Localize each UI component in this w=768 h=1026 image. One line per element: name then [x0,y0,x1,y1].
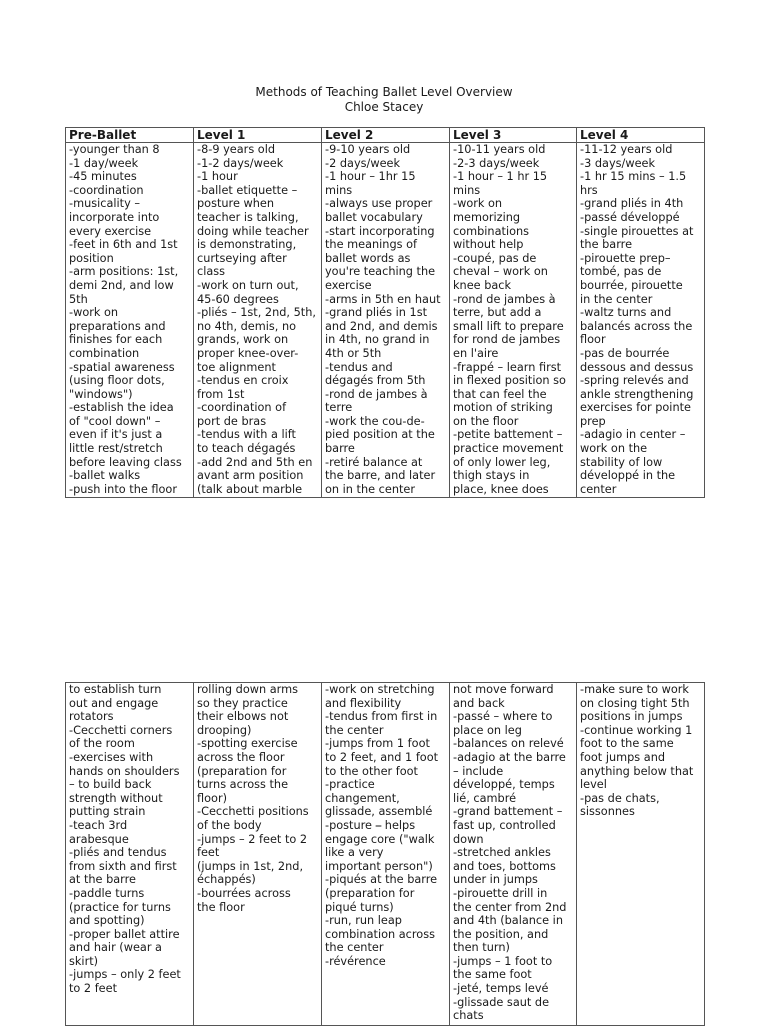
cell-text-line: -teach 3rd [69,818,128,832]
cell-text-line: -always use proper [325,197,433,211]
cell-text-line: -grand pliés in 4th [580,197,684,211]
cell-text-line: work on the [580,442,648,456]
cell-text-line: (preparation for [197,764,287,778]
cell-text-line: and spotting) [69,914,145,928]
cell-text-line: -1 hour [197,170,238,184]
cell-text-line: the position, and [453,927,549,941]
cell-text-line: combinations [453,224,530,238]
cell-text-line: -grand pliés in 1st [325,306,428,320]
cell-text-line: in the center [580,292,653,306]
cell-text-line: -adagio at the barre [453,750,566,764]
cell-text-line: of the body [197,818,262,832]
cell-text-line: -jumps – only 2 feet [69,968,181,982]
cell-text-line: arabesque [69,832,129,846]
cell-text-line: hands on shoulders [69,764,180,778]
cell-level-4-continued [577,683,705,1026]
cell-text-line: barre [325,442,355,456]
cell-text-line: -posture ⎯ helps [325,818,416,832]
cell-text-line: -bourrées across [197,886,291,900]
cell-text-line: bourrée, pirouette [580,278,683,292]
cell-text-line: the center from 2nd [453,900,567,914]
cell-text-line: little rest/stretch [69,442,163,456]
cell-text-line: out and engage [69,696,159,710]
cell-text-line: -coupé, pas de [453,251,537,265]
cell-text-line: -passé développé [580,210,680,224]
cell-text-line: -tendus from first in [325,710,438,724]
cell-text-line: turns across the [197,778,289,792]
cell-text-line: and flexibility [325,696,402,710]
cell-text-line: exercises for pointe [580,401,691,415]
cell-text-line: so they practice [197,696,288,710]
cell-text-line: -feet in 6th and 1st [69,238,178,252]
cell-text-line: -jumps – 2 feet to 2 [197,832,308,846]
cell-text-line: hrs [580,183,598,197]
cell-text-line: in 4th, no grand in [325,333,430,347]
cell-text-line: – to build back [69,778,152,792]
cell-text-line: avant arm position [197,469,304,483]
cell-text-line: -ballet walks [69,469,141,483]
cell-text-line: floor [580,333,606,347]
cell-text-line: balancés across the [580,319,693,333]
cell-text-line: -work on turn out, [197,278,299,292]
cell-text-line: -tendus and [325,360,393,374]
cell-text-line: -younger than 8 [69,143,160,156]
cell-text-line: -jumps from 1 foot [325,737,430,751]
cell-text-line: développé, temps [453,778,555,792]
cell-text-line: port de bras [197,414,267,428]
cell-text-line: combination [69,346,140,360]
cell-text-line: at the barre [69,873,136,887]
cell-text-line: tombé, pas de [580,265,662,279]
cell-text-line: lié, cambré [453,791,517,805]
cell-text-line: -1 hour – 1 hr 15 [453,170,548,184]
cell-text-line: "windows") [69,387,133,401]
cell-text-line: skirt) [69,954,99,968]
cell-text-line: to establish turn [69,683,162,696]
cell-text-line: drooping) [197,723,252,737]
cell-text-line: in flexed position so [453,374,566,388]
cell-text-line: -rond de jambes à [453,292,556,306]
cell-text-line: -Cecchetti corners [69,723,173,737]
cell-text-line: (talk about marble [197,482,303,496]
cell-text-line: position [69,251,114,265]
cell-text-line: and toes, bottoms [453,859,556,873]
header-row [66,128,705,143]
cell-text-line: -tendus with a lift [197,428,296,442]
cell-text-line: place on leg [453,723,522,737]
cell-text-line: ballet words as [325,251,411,265]
cell-text-line: -petite battement – [453,428,563,442]
cell-text-line: to 2 feet, and 1 foot [325,750,439,764]
cell-text-line: the same foot [453,968,532,982]
cell-text-line: -stretched ankles [453,846,551,860]
cell-text-line: -Cecchetti positions [197,805,309,819]
column-header-level-2: Level 2 [322,128,450,143]
cell-text-line: 45-60 degrees [197,292,279,306]
cell-text-line: even if it's just a [69,428,163,442]
cell-text-line: pied position at the [325,428,435,442]
cell-text-line: -10-11 years old [453,143,546,156]
cell-text-line: important person") [325,859,433,873]
cell-text-line: practice movement [453,442,564,456]
cell-text-line: every exercise [69,224,152,238]
cell-text-line: – include [453,764,504,778]
cell-text-line: memorizing [453,210,521,224]
cell-text-line: class [197,265,226,279]
cell-text-line: -jeté, temps levé [453,982,549,996]
cell-text-line: without help [453,238,524,252]
cell-text-line: the barre, and later [325,469,436,483]
cell-text-line: you're teaching the [325,265,436,279]
column-header-level-3: Level 3 [450,128,577,143]
cell-text-line: proper knee-over- [197,346,299,360]
cell-text-line: feet [197,846,220,860]
cell-text-line: -adagio in center – [580,428,686,442]
cell-text-line: stability of low [580,455,663,469]
cell-text-line: -work on [69,306,119,320]
cell-text-line: prep [580,414,606,428]
cell-text-line: -arms in 5th en haut [325,292,441,306]
cell-text-line: -work on [453,197,503,211]
cell-text-line: small lift to prepare [453,319,564,333]
document-author: Chloe Stacey [344,99,424,114]
cell-text-line: (jumps in 1st, 2nd, [197,859,304,873]
cell-text-line: -spotting exercise [197,737,298,751]
cell-text-line: from 1st [197,387,245,401]
cell-text-line: -pirouette drill in [453,886,548,900]
cell-level-2 [322,143,450,498]
cell-text-line: putting strain [69,805,146,819]
cell-text-line: -piqués at the barre [325,873,438,887]
cell-text-line: center [580,482,617,496]
cell-text-line: doing while teacher [197,224,309,238]
cell-text-line: -45 minutes [69,170,137,184]
cell-text-line: -9-10 years old [325,143,411,156]
cell-text-line: anything below that [580,764,694,778]
cell-text-line: terre [325,401,353,415]
cell-text-line: the floor [197,900,245,914]
cell-text-line: changement, [325,791,400,805]
cell-text-line: under in jumps [453,873,538,887]
cell-text-line: échappés) [197,873,256,887]
cell-text-line: place, knee does [453,482,549,496]
cell-text-line: -1-2 days/week [197,156,284,170]
cell-text-line: -establish the idea [69,401,174,415]
cell-text-line: -work on stretching [325,683,435,696]
cell-text-line: -révérence [325,954,386,968]
document-header [0,85,768,114]
cell-text-line: -1 hr 15 mins – 1.5 [580,170,687,184]
cell-text-line: foot jumps and [580,750,666,764]
cell-text-line: rolling down arms [197,683,298,696]
cell-text-line: -exercises with [69,750,154,764]
cell-text-line: -pliés and tendus [69,846,167,860]
cell-text-line: incorporate into [69,210,160,224]
cell-text-line: toe alignment [197,360,276,374]
cell-text-line: -frappé – learn first [453,360,562,374]
cell-text-line: en l'aire [453,346,499,360]
cell-text-line: 5th [69,292,88,306]
cell-text-line: -passé – where to [453,710,553,724]
cell-text-line: no 4th, demis, no [197,319,297,333]
cell-text-line: -tendus en croix [197,374,289,388]
cell-text-line: knee back [453,278,512,292]
cell-text-line: positions in jumps [580,710,683,724]
cell-text-line: then turn) [453,941,510,955]
cell-text-line: (practice for turns [69,900,171,914]
cell-text-line: that can feel the [453,387,547,401]
cell-text-line: ankle strengthening [580,387,694,401]
cell-text-line: like a very [325,846,384,860]
cell-level-1 [194,143,322,498]
level-table-top [65,127,705,498]
cell-text-line: of "cool down" – [69,414,161,428]
column-header-level-1: Level 1 [194,128,322,143]
cell-text-line: ballet vocabulary [325,210,423,224]
cell-text-line: -proper ballet attire [69,927,180,941]
cell-text-line: -pirouette prep– [580,251,671,265]
cell-level-3 [450,143,577,498]
cell-text-line: and back [453,696,505,710]
cell-text-line: développé in the [580,469,676,483]
cell-text-line: before leaving class [69,455,182,469]
cell-text-line: of only lower leg, [453,455,551,469]
cell-text-line: -2-3 days/week [453,156,540,170]
cell-text-line: -single pirouettes at [580,224,694,238]
cell-text-line: -11-12 years old [580,143,673,156]
cell-text-line: the center [325,941,384,955]
cell-text-line: -add 2nd and 5th en [197,455,313,469]
cell-text-line: 4th or 5th [325,346,382,360]
cell-text-line: of the room [69,737,135,751]
cell-text-line: floor) [197,791,227,805]
cell-text-line: -spring relevés and [580,374,689,388]
cell-text-line: -make sure to work [580,683,689,696]
cell-text-line: -paddle turns [69,886,145,900]
cell-text-line: -rond de jambes à [325,387,428,401]
cell-text-line: sissonnes [580,805,635,819]
cell-text-line: -musicality – [69,197,141,211]
table-row [66,683,705,1026]
cell-text-line: combination across [325,927,435,941]
document-title: Methods of Teaching Ballet Level Overview [255,85,513,99]
cell-text-line: dessous and dessus [580,360,694,374]
cell-text-line: across the floor [197,750,285,764]
cell-text-line: -spatial awareness [69,360,175,374]
level-table-continued [65,682,705,1026]
cell-text-line: -grand battement – [453,805,563,819]
cell-text-line: -ballet etiquette – [197,183,298,197]
cell-text-line: terre, but add a [453,306,542,320]
cell-text-line: and 4th (balance in [453,914,563,928]
cell-text-line: thigh stays in [453,469,530,483]
cell-text-line: -continue working 1 [580,723,693,737]
cell-text-line: -jumps – 1 foot to [453,954,553,968]
cell-text-line: to 2 feet [69,982,118,996]
cell-level-4 [577,143,705,498]
cell-text-line: -balances on relevé [453,737,564,751]
cell-text-line: -work the cou-de- [325,414,425,428]
cell-text-line: chats [453,1009,484,1023]
cell-text-line: -arm positions: 1st, [69,265,179,279]
cell-text-line: -pas de bourrée [580,346,670,360]
cell-text-line: is demonstrating, [197,238,297,252]
cell-text-line: the center [325,723,384,737]
cell-text-line: curtseying after [197,251,287,265]
cell-text-line: -push into the floor [69,482,177,496]
cell-text-line: -1 hour – 1hr 15 [325,170,416,184]
cell-text-line: preparations and [69,319,166,333]
cell-pre-ballet [66,143,194,498]
cell-text-line: -practice [325,778,375,792]
cell-text-line: cheval – work on [453,265,548,279]
cell-text-line: to teach dégagés [197,442,296,456]
cell-text-line: -2 days/week [325,156,401,170]
cell-text-line: not move forward [453,683,554,696]
cell-text-line: posture when [197,197,275,211]
cell-text-line: for rond de jambes [453,333,561,347]
cell-text-line: level [580,778,607,792]
cell-text-line: motion of striking [453,401,553,415]
cell-text-line: -1 day/week [69,156,139,170]
cell-text-line: the meanings of [325,238,418,252]
cell-level-3-continued [450,683,577,1026]
cell-level-2-continued [322,683,450,1026]
cell-text-line: -start incorporating [325,224,435,238]
cell-text-line: piqué turns) [325,900,394,914]
cell-text-line: their elbows not [197,710,289,724]
column-header-pre-ballet: Pre-Ballet [66,128,194,143]
cell-text-line: foot to the same [580,737,674,751]
cell-text-line: finishes for each [69,333,163,347]
cell-text-line: mins [453,183,481,197]
cell-level-1-continued [194,683,322,1026]
cell-text-line: demi 2nd, and low [69,278,174,292]
cell-text-line: -glissade saut de [453,995,550,1009]
cell-text-line: fast up, controlled [453,818,556,832]
cell-text-line: -waltz turns and [580,306,672,320]
table-row [66,143,705,498]
cell-text-line: from sixth and first [69,859,177,873]
cell-text-line: -run, run leap [325,914,402,928]
cell-text-line: and 2nd, and demis [325,319,438,333]
cell-text-line: -pas de chats, [580,791,660,805]
cell-text-line: down [453,832,484,846]
cell-text-line: -3 days/week [580,156,656,170]
cell-text-line: (using floor dots, [69,374,165,388]
cell-text-line: (preparation for [325,886,415,900]
cell-text-line: glissade, assemblé [325,805,433,819]
cell-text-line: on in the center [325,482,416,496]
cell-pre-ballet-continued [66,683,194,1026]
column-header-level-4: Level 4 [577,128,705,143]
cell-text-line: strength without [69,791,163,805]
cell-text-line: on closing tight 5th [580,696,690,710]
cell-text-line: -retiré balance at [325,455,423,469]
cell-text-line: -8-9 years old [197,143,276,156]
cell-text-line: to the other foot [325,764,418,778]
cell-text-line: and hair (wear a [69,941,162,955]
cell-text-line: -coordination of [197,401,287,415]
cell-text-line: -pliés – 1st, 2nd, 5th, [197,306,316,320]
cell-text-line: the barre [580,238,633,252]
cell-text-line: engage core ("walk [325,832,435,846]
cell-text-line: on the floor [453,414,519,428]
cell-text-line: teacher is talking, [197,210,299,224]
cell-text-line: dégagés from 5th [325,374,426,388]
cell-text-line: rotators [69,710,114,724]
cell-text-line: exercise [325,278,372,292]
cell-text-line: grands, work on [197,333,289,347]
cell-text-line: mins [325,183,353,197]
cell-text-line: -coordination [69,183,144,197]
